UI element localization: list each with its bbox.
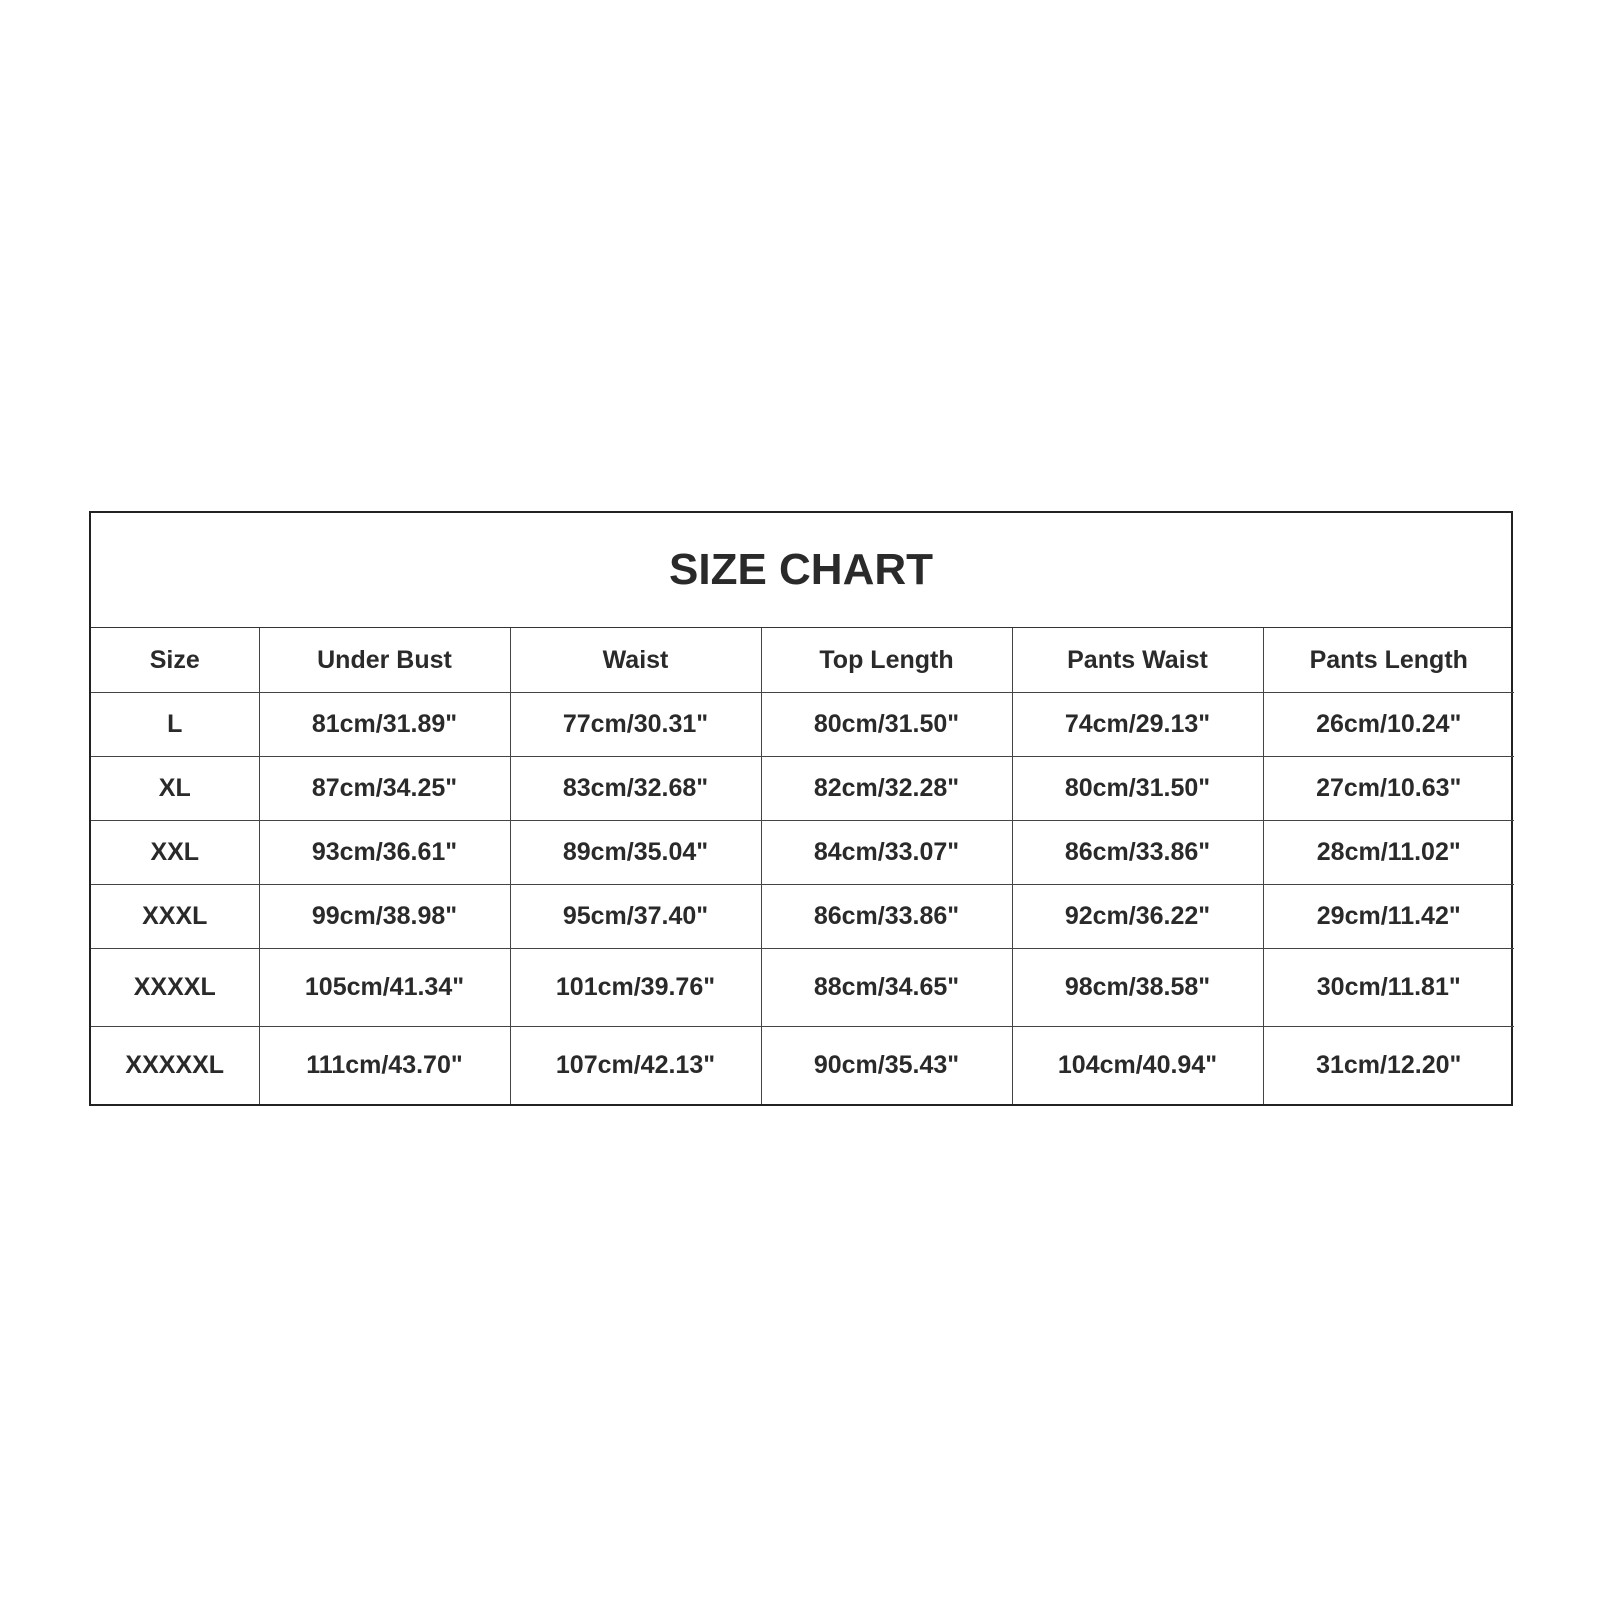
cell-pants-length: 28cm/11.02" [1263, 821, 1514, 885]
cell-pants-waist: 80cm/31.50" [1012, 757, 1263, 821]
table-row [91, 821, 1514, 885]
cell-pants-waist: 104cm/40.94" [1012, 1027, 1263, 1105]
cell-pants-waist: 74cm/29.13" [1012, 693, 1263, 757]
cell-under-bust: 99cm/38.98" [259, 885, 510, 949]
table-row [91, 885, 1514, 949]
header-pants-waist: Pants Waist [1012, 628, 1263, 693]
cell-pants-length: 30cm/11.81" [1263, 949, 1514, 1027]
cell-under-bust: 105cm/41.34" [259, 949, 510, 1027]
cell-size: XXXXL [91, 949, 259, 1027]
cell-top-length: 88cm/34.65" [761, 949, 1012, 1027]
cell-pants-length: 27cm/10.63" [1263, 757, 1514, 821]
cell-pants-waist: 98cm/38.58" [1012, 949, 1263, 1027]
cell-top-length: 80cm/31.50" [761, 693, 1012, 757]
header-pants-length: Pants Length [1263, 628, 1514, 693]
cell-pants-length: 26cm/10.24" [1263, 693, 1514, 757]
size-chart [89, 511, 1513, 1106]
table-row [91, 949, 1514, 1027]
cell-pants-waist: 86cm/33.86" [1012, 821, 1263, 885]
cell-under-bust: 87cm/34.25" [259, 757, 510, 821]
cell-under-bust: 111cm/43.70" [259, 1027, 510, 1105]
cell-waist: 95cm/37.40" [510, 885, 761, 949]
cell-top-length: 82cm/32.28" [761, 757, 1012, 821]
cell-waist: 107cm/42.13" [510, 1027, 761, 1105]
header-waist: Waist [510, 628, 761, 693]
cell-pants-length: 29cm/11.42" [1263, 885, 1514, 949]
header-row [91, 628, 1514, 693]
size-table [91, 628, 1514, 1104]
cell-under-bust: 93cm/36.61" [259, 821, 510, 885]
table-row [91, 1027, 1514, 1105]
header-top-length: Top Length [761, 628, 1012, 693]
cell-waist: 89cm/35.04" [510, 821, 761, 885]
header-size: Size [91, 628, 259, 693]
cell-under-bust: 81cm/31.89" [259, 693, 510, 757]
cell-size: XXL [91, 821, 259, 885]
chart-title: SIZE CHART [91, 513, 1511, 628]
cell-waist: 83cm/32.68" [510, 757, 761, 821]
cell-pants-waist: 92cm/36.22" [1012, 885, 1263, 949]
cell-size: XXXXXL [91, 1027, 259, 1105]
cell-top-length: 84cm/33.07" [761, 821, 1012, 885]
table-row [91, 693, 1514, 757]
cell-top-length: 90cm/35.43" [761, 1027, 1012, 1105]
table-row [91, 757, 1514, 821]
cell-waist: 77cm/30.31" [510, 693, 761, 757]
cell-top-length: 86cm/33.86" [761, 885, 1012, 949]
cell-waist: 101cm/39.76" [510, 949, 761, 1027]
cell-size: L [91, 693, 259, 757]
header-under-bust: Under Bust [259, 628, 510, 693]
cell-size: XXXL [91, 885, 259, 949]
cell-pants-length: 31cm/12.20" [1316, 1051, 1462, 1079]
cell-size: XL [91, 757, 259, 821]
